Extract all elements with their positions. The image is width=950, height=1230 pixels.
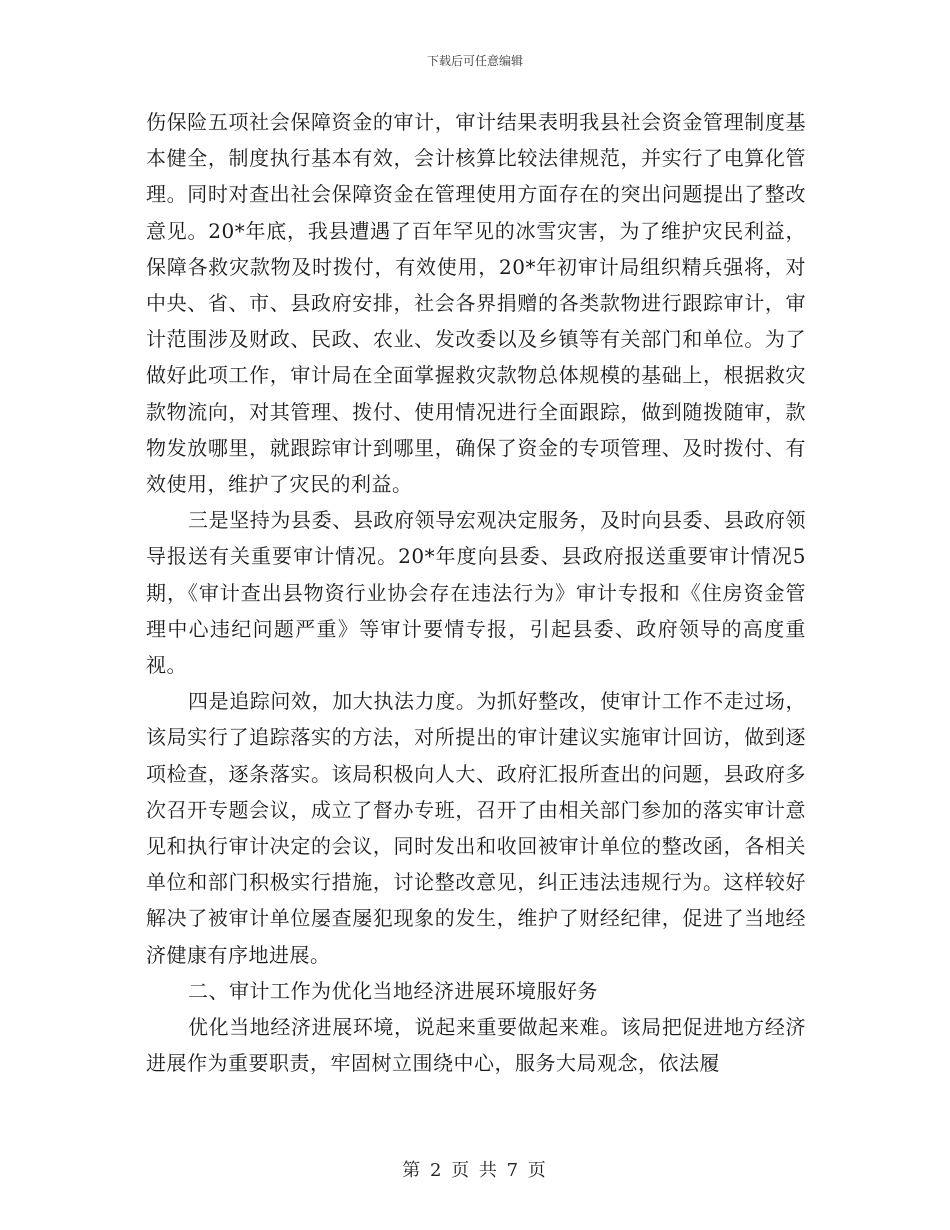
paragraph-point-four: 四是追踪问效，加大执法力度。为抓好整改，使审计工作不走过场，该局实行了追踪落实的方法，对所提出的审计建议实施审计回访，做到逐项检查，逐条落实。该局积极向人大、政府汇报所查出的问题，县政府多次召开专题会议，成立了督办专班，召开了由相关部门参加的落实审计意见和执行审计决定的会议，同时发出和收回被审计单位的整改函，各相关单位和部门积极实行措施，讨论整改意见，纠正违法违规行为。这样较好解决了被审计单位屡查屡犯现象的发生，维护了财经纪律，促进了当地经济健康有序地进展。 bbox=[146, 689, 806, 967]
document-body bbox=[146, 104, 806, 1081]
page-footer: 第 2 页 共 7 页 bbox=[402, 1160, 548, 1181]
paragraph-point-three: 三是坚持为县委、县政府领导宏观决定服务，及时向县委、县政府领导报送有关重要审计情况。20*年度向县委、县政府报送重要审计情况5期，《审计查出县物资行业协会存在违法行为》审计专报和《住房资金管理中心违纪问题严重》等审计要情专报，引起县委、政府领导的高度重视。 bbox=[146, 508, 806, 678]
paragraph-section-two-intro: 优化当地经济进展环境，说起来重要做起来难。该局把促进地方经济进展作为重要职责，牢固树立围绕中心，服务大局观念，依法履 bbox=[146, 1015, 806, 1076]
paragraph-continuation: 伤保险五项社会保障资金的审计，审计结果表明我县社会资金管理制度基本健全，制度执行基本有效，会计核算比较法律规范，并实行了电算化管理。同时对查出社会保障资金在管理使用方面存在的突出问题提出了整改意见。20*年底，我县遭遇了百年罕见的冰雪灾害，为了维护灾民利益，保障各救灾款物及时拨付，有效使用，20*年初审计局组织精兵强将，对中央、省、市、县政府安排，社会各界捐赠的各类款物进行跟踪审计，审计范围涉及财政、民政、农业、发改委以及乡镇等有关部门和单位。为了做好此项工作，审计局在全面掌握救灾款物总体规模的基础上，根据救灾款物流向，对其管理、拨付、使用情况进行全面跟踪，做到随拨随审，款物发放哪里，就跟踪审计到哪里，确保了资金的专项管理、及时拨付、有效使用，维护了灾民的利益。 bbox=[146, 110, 806, 497]
section-heading-two: 二、审计工作为优化当地经济进展环境服好务 bbox=[188, 978, 598, 1003]
page-header: 下载后可任意编辑 bbox=[426, 54, 523, 68]
